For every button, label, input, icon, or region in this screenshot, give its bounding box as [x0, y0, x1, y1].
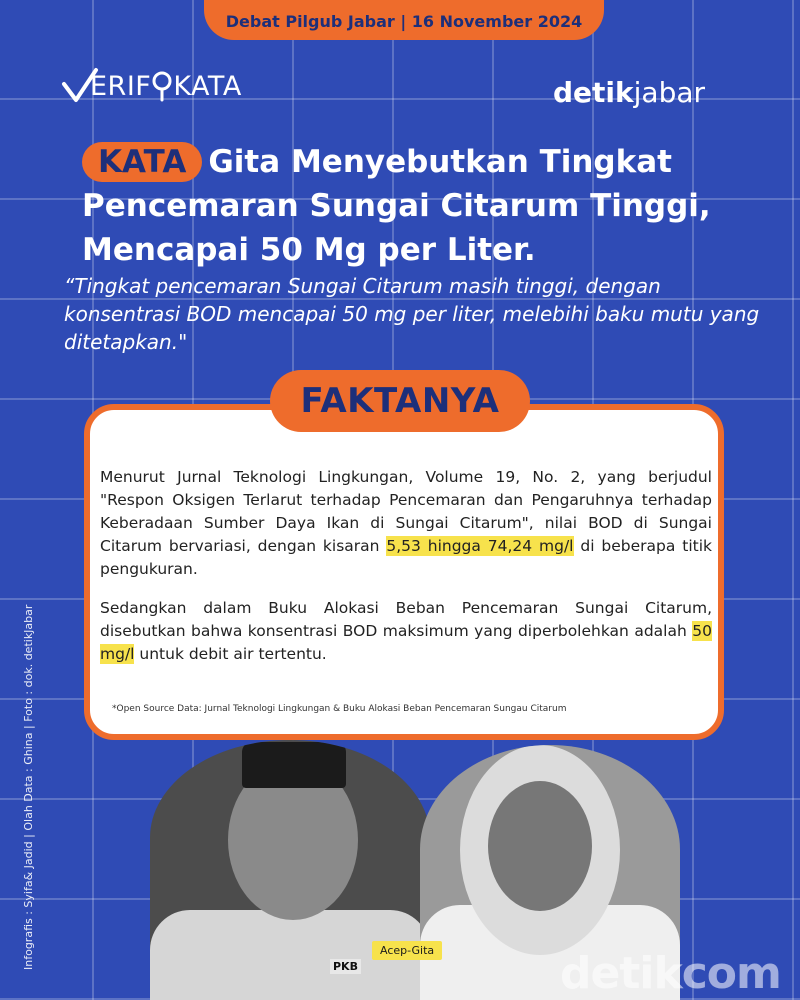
p2-text-after: untuk debit air tertentu.: [134, 645, 327, 663]
p2-highlight: 50 mg/l: [100, 622, 712, 663]
detik-logo-light: jabar: [633, 76, 706, 109]
detikjabar-logo: [553, 76, 705, 109]
verif-logo-left: ERIF: [90, 70, 152, 102]
detikcom-watermark: detikcom: [560, 948, 781, 999]
facts-paragraph-1: [100, 466, 712, 581]
p2-text-before: Sedangkan dalam Buku Alokasi Beban Pencemaran Sungai Citarum, disebutkan bahwa konsentrasi BOD maksimum yang diperbolehkan adalah: [100, 599, 712, 640]
face-shape: [488, 781, 592, 911]
magnifier-icon: [149, 70, 175, 102]
facts-body: [100, 466, 712, 682]
event-banner: [204, 0, 604, 40]
candidate-quote: “Tingkat pencemaran Sungai Citarum masih tinggi, dengan konsentrasi BOD mencapai 50 mg per liter, melebihi baku mutu yang ditetapkan.": [64, 274, 760, 354]
facts-title: FAKTANYA: [270, 370, 530, 432]
source-footnote: *Open Source Data: Jurnal Teknologi Lingkungan & Buku Alokasi Beban Pencemaran Sungau Citarum: [112, 704, 567, 714]
facts-card: [84, 404, 724, 740]
event-label: Debat Pilgub Jabar | 16 November 2024: [225, 12, 583, 31]
detik-logo-bold: detik: [553, 76, 634, 109]
headline-text: Gita Menyebutkan Tingkat Pencemaran Sungai Citarum Tinggi, Mencapai 50 Mg per Liter.: [82, 144, 711, 268]
verif-logo-right: KATA: [173, 70, 242, 102]
photo-caption: Acep-Gita: [372, 941, 442, 960]
headline: [82, 140, 762, 272]
kata-tag: KATA: [82, 142, 202, 182]
party-badge: PKB: [330, 959, 361, 974]
verifikata-logo: [60, 66, 242, 106]
p1-highlight: 5,53 hingga 74,24 mg/l: [386, 537, 574, 555]
p1-text-before: Menurut Jurnal Teknologi Lingkungan, Volume 19, No. 2, yang berjudul "Respon Oksigen Terlarut terhadap Pencemaran dan Pengaruhnya terhadap Keberadaan Sumber Daya Ikan di Sungai Citarum", nilai BOD di Sungai Citarum bervariasi, dengan kisaran: [100, 468, 712, 555]
facts-paragraph-2: [100, 597, 712, 666]
peci-cap-shape: [242, 742, 346, 788]
candidate-photo-acep: [150, 740, 430, 1000]
credits-vertical: Infografis : Syifa& Jadid | Olah Data : Ghina | Foto : dok. detikJabar: [22, 604, 35, 970]
p1-text-after: di beberapa titik pengukuran.: [100, 537, 712, 578]
